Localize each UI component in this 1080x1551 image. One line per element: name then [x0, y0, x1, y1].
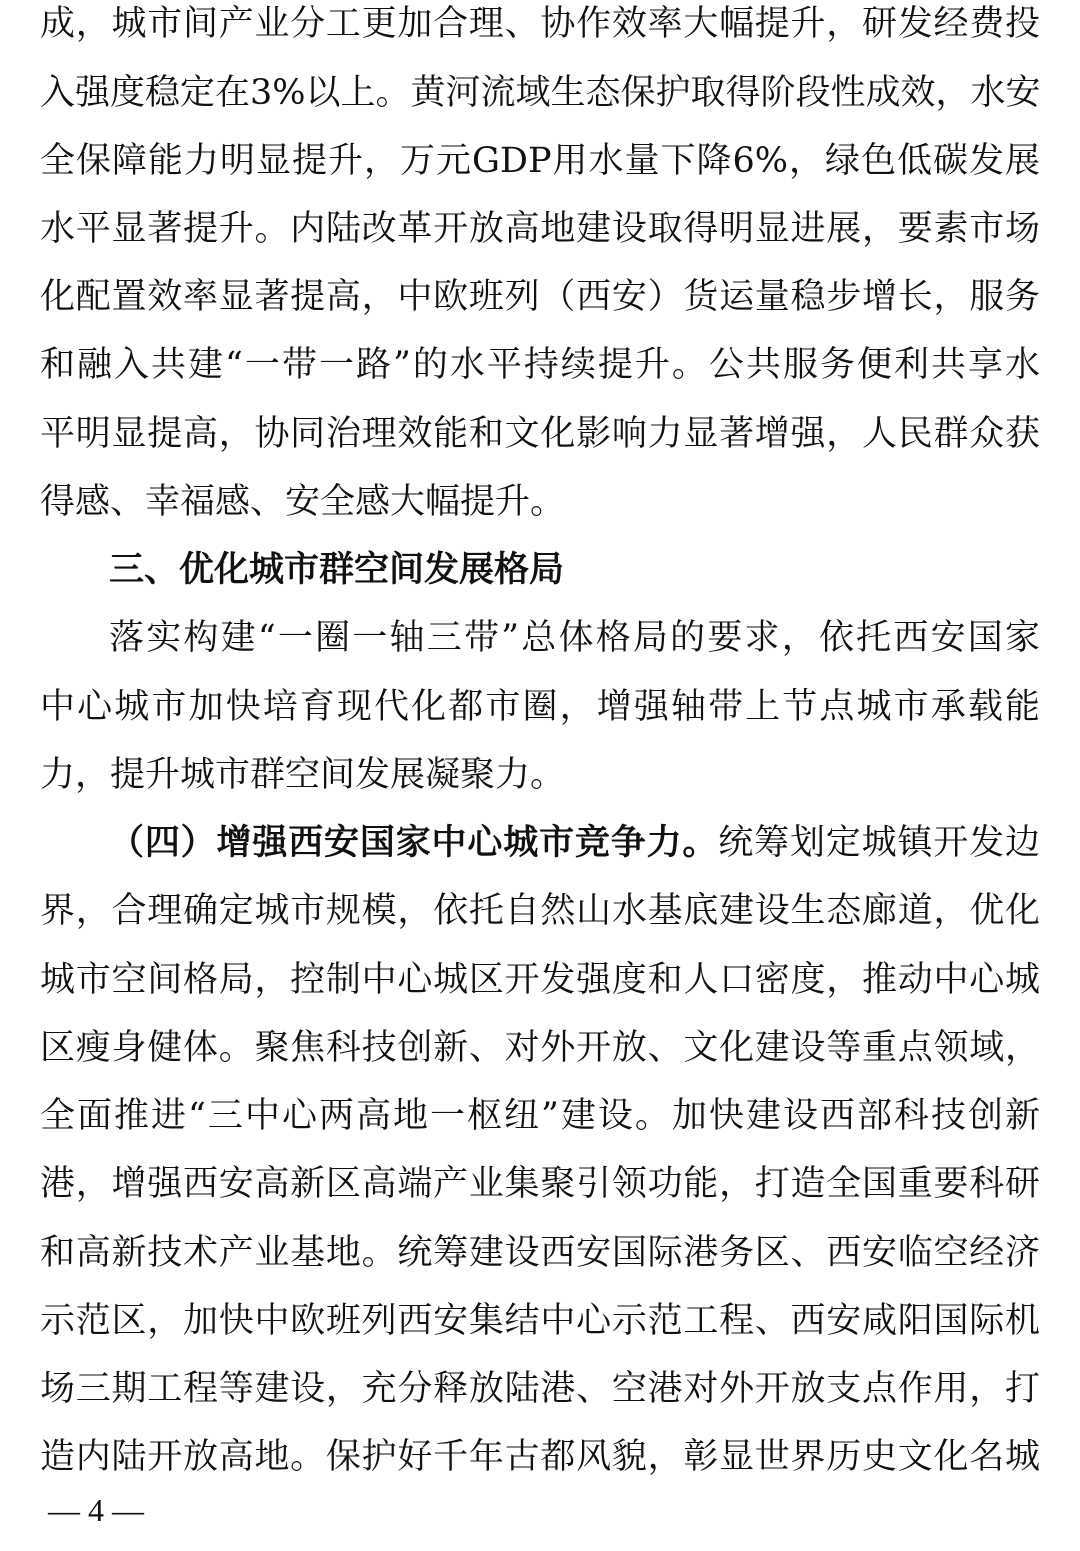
text-line: 城市空间格局，控制中心城区开发强度和人口密度，推动中心城 [40, 960, 1040, 1000]
subsection-first-line [109, 809, 1040, 877]
subsection-lead: （四）增强西安国家中心城市竞争力。 [109, 823, 719, 863]
text-line: 港，增强西安高新区高端产业集聚引领功能，打造全国重要科研 [40, 1164, 1040, 1204]
text-line: 得感、幸福感、安全感大幅提升。 [40, 482, 566, 522]
text-line: 和融入共建“一带一路”的水平持续提升。公共服务便利共享水 [40, 345, 1040, 385]
text-line: 全保障能力明显提升，万元GDP用水量下降6%，绿色低碳发展 [40, 141, 1040, 181]
text-line: 界，合理确定城市规模，依托自然山水基底建设生态廊道，优化 [40, 891, 1040, 931]
text-line: 区瘦身健体。聚焦科技创新、对外开放、文化建设等重点领域， [40, 1028, 1040, 1068]
text-line: 平明显提高，协同治理效能和文化影响力显著增强，人民群众获 [40, 414, 1040, 454]
text-line: 造内陆开放高地。保护好千年古都风貌，彰显世界历史文化名城 [40, 1437, 1040, 1477]
text-line: 和高新技术产业基地。统筹建设西安国际港务区、西安临空经济 [40, 1233, 1040, 1273]
text-line: 化配置效率显著提高，中欧班列（西安）货运量稳步增长，服务 [40, 277, 1040, 317]
text-line: 场三期工程等建设，充分释放陆港、空港对外开放支点作用，打 [40, 1369, 1040, 1409]
subsection-line-rest: 统筹划定城镇开发边 [718, 823, 1040, 863]
text-line: 全面推进“三中心两高地一枢纽”建设。加快建设西部科技创新 [40, 1096, 1040, 1136]
text-line: 力，提升城市群空间发展凝聚力。 [40, 755, 566, 795]
text-line: 水平显著提升。内陆改革开放高地建设取得明显进展，要素市场 [40, 209, 1040, 249]
text-line: 成，城市间产业分工更加合理、协作效率大幅提升，研发经费投 [40, 4, 1040, 44]
text-line: 示范区，加快中欧班列西安集结中心示范工程、西安咸阳国际机 [40, 1301, 1040, 1341]
text-line: 落实构建“一圈一轴三带”总体格局的要求，依托西安国家 [109, 618, 1040, 658]
text-line: 入强度稳定在3%以上。黄河流域生态保护取得阶段性成效，水安 [40, 73, 1041, 113]
text-line: 中心城市加快培育现代化都市圈，增强轴带上节点城市承载能 [40, 687, 1040, 727]
page-number: — 4 — [48, 1492, 144, 1528]
section-heading: 三、优化城市群空间发展格局 [109, 550, 565, 590]
